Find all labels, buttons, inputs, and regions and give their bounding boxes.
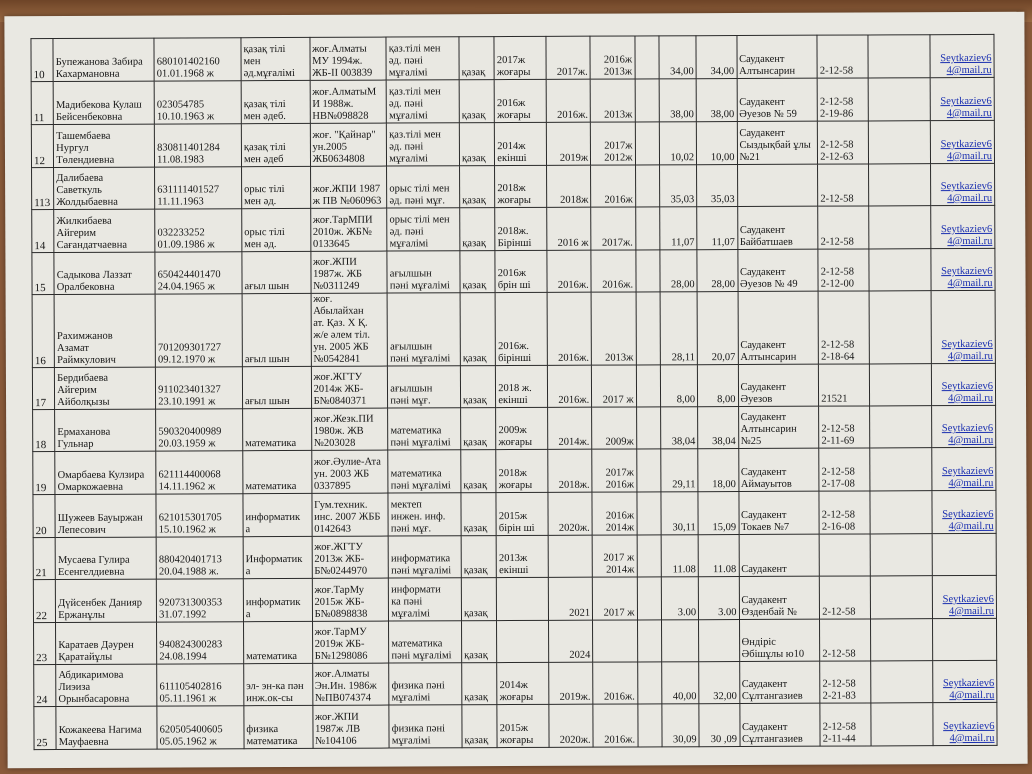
iin-birthdate-cell: 620505400605 05.05.1962 ж: [157, 706, 244, 749]
iin-birthdate-cell: 023054785 10.10.1963 ж: [154, 81, 241, 124]
phone-cell: [819, 534, 870, 576]
course-year-cell: 2017ж.: [591, 207, 636, 250]
table-row: [33, 405, 996, 451]
school-cell: [737, 164, 818, 206]
hours-actual-cell: 30 ,09: [699, 704, 740, 747]
subject-cell: математика: [243, 450, 312, 493]
table-row: [34, 618, 997, 664]
table-row: [33, 447, 996, 494]
language-cell: қазақ: [461, 621, 497, 663]
category-year-cell: [548, 535, 593, 577]
school-cell: Саудакент Әуезов № 49: [737, 249, 818, 291]
blank-cell: [637, 662, 661, 704]
hours-cell: 38,00: [659, 79, 697, 122]
table-row: [33, 575, 996, 622]
phone-cell: 2-12-58 2-11-44: [820, 703, 871, 746]
subject-cell: ағыл шын: [242, 366, 311, 408]
hours-cell: 28,00: [660, 250, 698, 292]
hours-actual-cell: 28,00: [697, 250, 738, 292]
table-row: [34, 702, 997, 749]
subject-cell: ағыл шын: [242, 251, 311, 293]
name-cell: Шужеев Бауыржан Лепесович: [55, 494, 156, 537]
specialty-cell: физика пәні мұғалімі: [389, 663, 462, 705]
table-row: [31, 77, 994, 124]
hours-cell: 30,11: [661, 492, 699, 535]
blank-cell: [637, 620, 661, 662]
language-cell: қазақ: [462, 705, 498, 748]
row-number-cell: 12: [31, 125, 53, 168]
email-cell[interactable]: Seytkaziev6 4@mail.ru: [931, 163, 995, 205]
hours-actual-cell: 38,00: [696, 79, 737, 122]
phone-cell: 2-12-58 2-18-64: [818, 291, 869, 364]
iin-birthdate-cell: 880420401713 20.04.1988 ж.: [156, 537, 243, 579]
subject-cell: математика: [243, 408, 312, 450]
hours-actual-cell: [699, 620, 740, 662]
category-cell: 2018ж жоғары: [496, 449, 548, 492]
school-cell: Саудакент Сыздықбай ұлы №21: [737, 121, 818, 164]
course-year-cell: 2013ж: [591, 292, 636, 365]
category-year-cell: 2019ж: [546, 122, 591, 165]
course-year-cell: 2016ж: [591, 165, 636, 207]
blank-cell: [637, 535, 661, 577]
iin-birthdate-cell: 032233252 01.09.1986 ж: [155, 209, 242, 252]
category-year-cell: 2018ж.: [548, 449, 593, 492]
category-cell: 2018ж жоғары: [495, 165, 547, 207]
category-year-cell: 2016ж.: [547, 250, 592, 292]
hours-cell: 28,11: [660, 292, 698, 365]
language-cell: қазақ: [459, 80, 495, 123]
category-cell: 2015ж жоғары: [497, 704, 549, 747]
table-row: [34, 660, 997, 706]
blank-cell: [635, 36, 659, 79]
category-cell: 2016ж. бірінші: [495, 292, 547, 365]
iin-birthdate-cell: 621015301705 15.10.1962 ж: [156, 494, 243, 537]
iin-birthdate-cell: 621114400068 14.11.1962 ж: [156, 451, 243, 494]
extra-cell: [871, 703, 934, 746]
school-cell: Саудакент Сұлтангазиев: [739, 703, 820, 746]
row-number-cell: 14: [32, 210, 54, 253]
table-row: [31, 34, 994, 81]
course-year-cell: 2017 ж 2014ж: [592, 535, 637, 577]
iin-birthdate-cell: 631111401527 11.11.1963: [155, 167, 242, 209]
specialty-cell: физика пәні мұғалімі: [389, 705, 462, 748]
hours-cell: 10,02: [659, 122, 697, 165]
hours-cell: 34,00: [659, 36, 697, 79]
blank-cell: [637, 492, 661, 535]
education-cell: жоғ.Жезк.ПИ 1980ж. ЖВ №203028: [311, 408, 388, 450]
hours-actual-cell: 15,09: [698, 492, 739, 535]
school-cell: Саудакент Алтынсарин: [736, 35, 817, 78]
name-cell: Далибаева Саветкуль Жолдыбаевна: [54, 167, 155, 209]
name-cell: Дүйсенбек Данияр Ержанұлы: [56, 579, 157, 622]
iin-birthdate-cell: 830811401284 11.08.1983: [154, 124, 241, 167]
row-number-cell: 24: [34, 665, 56, 707]
iin-birthdate-cell: 611105402816 05.11.1961 ж: [157, 664, 244, 706]
iin-birthdate-cell: 680101402160 01.01.1968 ж: [154, 38, 241, 81]
extra-cell: [868, 35, 931, 78]
phone-cell: 2-12-58 2-17-08: [819, 448, 870, 491]
extra-cell: [870, 619, 933, 661]
course-year-cell: 2017ж 2016ж: [592, 449, 637, 492]
row-number-cell: 113: [32, 168, 54, 210]
phone-cell: 2-12-58 2-12-00: [818, 249, 869, 291]
category-year-cell: 2017ж.: [546, 36, 591, 79]
specialty-cell: ағылшын пәні мұғалімі: [387, 251, 460, 293]
row-number-cell: 19: [33, 452, 55, 495]
language-cell: қазақ: [461, 493, 497, 536]
blank-cell: [636, 292, 661, 365]
name-cell: Омарбаева Кулзира Омаркожаевна: [55, 451, 156, 494]
specialty-cell: орыс тілі мен әд. пәні мұғалімі: [387, 208, 460, 251]
education-cell: жоғ.Әулие-Ата ун. 2003 ЖБ 0337895: [311, 450, 388, 493]
hours-actual-cell: 11,07: [697, 207, 738, 250]
specialty-cell: мектеп инжен. инф. пәні мұғ.: [388, 493, 461, 536]
category-year-cell: 2020ж.: [548, 492, 593, 535]
phone-cell: 2-12-58: [820, 619, 871, 661]
language-cell: қазақ: [461, 578, 497, 621]
subject-cell: математика: [243, 621, 312, 663]
email-cell[interactable]: Seytkaziev6 4@mail.ru: [932, 363, 996, 405]
course-year-cell: 2017 ж: [592, 577, 637, 620]
row-number-cell: 20: [33, 495, 55, 538]
iin-birthdate-cell: 911023401327 23.10.1991 ж: [156, 367, 243, 409]
school-cell: Саудакент Әуезов № 59: [737, 78, 818, 121]
row-number-cell: 11: [31, 82, 53, 125]
category-cell: [497, 620, 549, 662]
subject-cell: қазақ тілі мен әдеб: [241, 123, 310, 166]
specialty-cell: қаз.тілі мен әд. пәні мұғалімі: [386, 37, 459, 80]
row-number-cell: 17: [32, 368, 54, 410]
category-year-cell: 2019ж.: [548, 662, 593, 704]
hours-actual-cell: 32,00: [699, 662, 740, 704]
course-year-cell: 2016ж.: [593, 662, 638, 704]
document-page: [4, 12, 1027, 768]
language-cell: қазақ: [459, 166, 495, 208]
iin-birthdate-cell: 920731300353 31.07.1992: [156, 579, 243, 622]
specialty-cell: информати ка пәні мұғалімі: [389, 578, 462, 621]
name-cell: Абдикаримова Лиэиза Орынбасаровна: [56, 664, 157, 706]
education-cell: жоғ.ЖПИ 1987ж ЛВ №104106: [312, 705, 389, 748]
table-row: [32, 205, 995, 252]
education-cell: жоғ.Алматы Эн.Ин. 1986ж №ПВ074374: [312, 663, 389, 705]
name-cell: Бупежанова Забира Кахармановна: [53, 38, 154, 81]
course-year-cell: 2017ж 2012ж: [590, 122, 635, 165]
education-cell: жоғ.ЖПИ 1987 ж ПВ №060963: [310, 166, 387, 208]
specialty-cell: ағылшын пәні мұғалімі: [387, 293, 460, 366]
hours-cell: [661, 620, 699, 662]
language-cell: қазақ: [460, 208, 496, 251]
hours-actual-cell: 35,03: [697, 165, 738, 207]
category-cell: 2015ж бірін ші: [496, 492, 548, 535]
email-cell[interactable]: Seytkaziev6 4@mail.ru: [930, 77, 994, 120]
row-number-cell: 18: [33, 410, 55, 452]
phone-cell: 21521: [819, 364, 870, 406]
hours-actual-cell: 8,00: [698, 365, 739, 407]
hours-cell: 30,09: [662, 704, 700, 747]
course-year-cell: 2016ж.: [593, 704, 638, 747]
subject-cell: эл- эн-ка пән инж.ок-сы: [244, 663, 313, 705]
category-cell: 2016ж брін ші: [495, 250, 547, 292]
blank-cell: [635, 79, 659, 122]
course-year-cell: 2016ж.: [591, 250, 636, 292]
row-number-cell: 15: [32, 253, 54, 295]
category-cell: 2018 ж. екінші: [496, 365, 548, 407]
category-year-cell: 2016ж.: [547, 292, 592, 365]
language-cell: қазақ: [462, 663, 498, 705]
school-cell: Саудакент Токаев №7: [738, 491, 819, 534]
specialty-cell: қаз.тілі мен әд. пәні мұғалімі: [386, 80, 459, 123]
category-cell: [497, 577, 549, 620]
hours-actual-cell: 38,04: [698, 407, 739, 449]
subject-cell: физика математика: [244, 705, 313, 748]
name-cell: Мадибекова Кулаш Бейсенбековна: [53, 81, 154, 124]
blank-cell: [635, 165, 659, 207]
iin-birthdate-cell: 701209301727 09.12.1970 ж: [155, 294, 242, 367]
row-number-cell: 16: [32, 295, 55, 368]
subject-cell: ағыл шын: [242, 293, 311, 366]
category-cell: 2014ж екінші: [495, 122, 547, 165]
extra-cell: [870, 491, 933, 534]
specialty-cell: математика пәні мұғалімі: [388, 450, 461, 493]
email-cell[interactable]: [933, 618, 997, 660]
email-cell[interactable]: Seytkaziev6 4@mail.ru: [933, 702, 997, 745]
phone-cell: 2-12-58: [820, 576, 871, 619]
education-cell: жоғ.ЖГТУ 2013ж ЖБ- Б№0244970: [312, 536, 389, 578]
email-cell[interactable]: Seytkaziev6 4@mail.ru: [932, 490, 996, 533]
school-cell: Саудакент Байбатшаев: [737, 206, 818, 249]
row-number-cell: 10: [31, 39, 53, 82]
extra-cell: [869, 364, 932, 406]
table-row: [33, 490, 996, 537]
specialty-cell: информатика пәні мұғалімі: [388, 536, 461, 578]
hours-cell: 35,03: [659, 165, 697, 207]
education-cell: жоғ.ТарМПИ 2010ж. ЖБ№ 0133645: [310, 208, 387, 251]
hours-cell: 40,00: [661, 662, 699, 704]
school-cell: Саудакент Аймауытов: [738, 448, 819, 491]
school-cell: Саудакент Сұлтангазиев: [739, 661, 820, 703]
hours-cell: 11.08: [661, 535, 699, 577]
language-cell: қазақ: [461, 450, 497, 493]
category-year-cell: 2018ж: [546, 165, 591, 207]
row-number-cell: 22: [33, 580, 55, 623]
hours-cell: 29,11: [661, 449, 699, 492]
subject-cell: орыс тілі мен әд.: [242, 208, 311, 251]
email-cell[interactable]: Seytkaziev6 4@mail.ru: [931, 205, 995, 248]
course-year-cell: 2016ж 2014ж: [592, 492, 637, 535]
hours-actual-cell: 34,00: [696, 36, 737, 79]
iin-birthdate-cell: 940824300283 24.08.1994: [157, 622, 244, 664]
phone-cell: 2-12-58: [818, 164, 869, 206]
hours-actual-cell: 11.08: [698, 535, 739, 577]
education-cell: жоғ.ЖГТУ 2014ж ЖБ- Б№0840371: [311, 366, 388, 408]
hours-cell: 3.00: [661, 577, 699, 620]
category-year-cell: 2021: [548, 577, 593, 620]
extra-cell: [870, 661, 933, 703]
hours-actual-cell: 3.00: [698, 577, 739, 620]
name-cell: Бердибаева Айгерим Айболқызы: [55, 367, 156, 409]
phone-cell: 2-12-58: [817, 35, 868, 78]
subject-cell: қазақ тілі мен әдеб.: [241, 80, 310, 123]
name-cell: Рахимжанов Азамат Раймкулович: [54, 294, 155, 367]
category-year-cell: 2020ж.: [549, 704, 594, 747]
category-year-cell: 2016ж.: [546, 79, 591, 122]
category-year-cell: 2016 ж: [546, 207, 591, 250]
language-cell: қазақ: [461, 536, 497, 578]
email-cell[interactable]: Seytkaziev6 4@mail.ru: [933, 660, 997, 702]
phone-cell: 2-12-58 2-12-63: [818, 121, 869, 164]
specialty-cell: қаз.тілі мен әд. пәні мұғалімі: [387, 123, 460, 166]
blank-cell: [636, 407, 660, 449]
extra-cell: [870, 534, 933, 576]
education-cell: жоғ. Абылайхан ат. Қаз. Х Қ. ж/е әлем тіл. ун. 2005 ЖБ №0542841: [311, 293, 388, 366]
blank-cell: [635, 122, 659, 165]
education-cell: жоғ. "Қайнар" ун.2005 ЖБ0634808: [310, 123, 387, 166]
education-cell: жоғ.ТарМУ 2019ж ЖБ- Б№1298086: [312, 621, 389, 663]
email-cell[interactable]: Seytkaziev6 4@mail.ru: [933, 575, 997, 618]
name-cell: Кожакеева Нагима Мауфаевна: [56, 706, 157, 749]
name-cell: Ермаханова Гульнар: [55, 409, 156, 451]
name-cell: Ташембаева Нургул Төлендиевна: [54, 124, 155, 167]
email-cell[interactable]: Seytkaziev6 4@mail.ru: [932, 447, 996, 490]
name-cell: Садыкова Лаззат Оралбековна: [54, 252, 155, 294]
category-cell: 2009ж жоғары: [496, 407, 548, 449]
course-year-cell: 2009ж: [592, 407, 637, 449]
hours-actual-cell: 18,00: [698, 449, 739, 492]
school-cell: Саудакент: [739, 534, 820, 576]
row-number-cell: 25: [34, 707, 56, 750]
blank-cell: [635, 250, 659, 292]
school-cell: Саудакент Әуезов: [738, 364, 819, 406]
blank-cell: [637, 577, 661, 620]
name-cell: Каратаев Дәурен Қаратайұлы: [56, 622, 157, 664]
category-cell: 2017ж жоғары: [494, 36, 546, 79]
school-cell: Өндіріс Әбішұлы ю10: [739, 619, 820, 661]
hours-cell: 38,04: [660, 407, 698, 449]
iin-birthdate-cell: 650424401470 24.04.1965 ж: [155, 252, 242, 294]
language-cell: қазақ: [460, 366, 496, 408]
specialty-cell: орыс тілі мен әд. пәні мұғ.: [387, 166, 460, 208]
language-cell: қазақ: [460, 251, 496, 293]
language-cell: қазақ: [461, 408, 497, 450]
subject-cell: информатик а: [243, 578, 312, 621]
education-cell: жоғ.ТарМу 2015ж ЖБ- Б№0898838: [312, 578, 389, 621]
subject-cell: Информатик а: [243, 536, 312, 578]
table-row: [31, 120, 994, 167]
table-row: [32, 248, 995, 294]
phone-cell: 2-12-58 2-19-86: [817, 78, 868, 121]
row-number-cell: 23: [34, 623, 56, 665]
hours-actual-cell: 10,00: [696, 122, 737, 165]
row-number-cell: 21: [33, 538, 55, 580]
education-cell: жоғ.ЖПИ 1987ж. ЖБ №0311249: [310, 251, 387, 293]
blank-cell: [636, 365, 660, 407]
course-year-cell: 2013ж: [590, 79, 635, 122]
education-cell: жоғ.Алматы МУ 1994ж. ЖБ-ІІ 003839: [310, 37, 387, 80]
table-row: [33, 533, 996, 579]
phone-cell: 2-12-58 2-11-69: [819, 406, 870, 448]
specialty-cell: ағылшын пәні мұғ.: [388, 366, 461, 408]
language-cell: қазақ: [459, 37, 495, 80]
email-cell[interactable]: Seytkaziev6 4@mail.ru: [932, 405, 996, 447]
education-cell: Гум.техник. инс. 2007 ЖББ 0142643: [312, 493, 389, 536]
extra-cell: [869, 291, 932, 364]
subject-cell: орыс тілі мен әд.: [241, 166, 310, 208]
language-cell: қазақ: [460, 293, 496, 366]
table-body: [31, 34, 997, 749]
table-row: [32, 163, 995, 209]
subject-cell: қазақ тілі мен әд.мұғалімі: [241, 37, 310, 80]
name-cell: Жилкибаева Айгерим Сағандатчаевна: [54, 209, 155, 252]
school-cell: Саудакент Алтынсарин №25: [738, 406, 819, 448]
blank-cell: [635, 207, 659, 250]
category-cell: 2013ж екінші: [496, 535, 548, 577]
extra-cell: [869, 249, 932, 291]
email-cell[interactable]: Seytkaziev6 4@mail.ru: [931, 120, 995, 163]
name-cell: Мусаева Гулира Есенгелдиевна: [55, 537, 156, 579]
extra-cell: [870, 576, 933, 619]
education-cell: жоғ.АлматыМ И 1988ж. НВ№098828: [310, 80, 387, 123]
course-year-cell: 2016ж 2013ж: [590, 36, 635, 79]
phone-cell: 2-12-58 2-16-08: [819, 491, 870, 534]
category-cell: 2018ж. Бірінші: [495, 207, 547, 250]
email-cell[interactable]: Seytkaziev6 4@mail.ru: [931, 248, 995, 290]
language-cell: қазақ: [459, 123, 495, 166]
iin-birthdate-cell: 590320400989 20.03.1959 ж: [156, 409, 243, 451]
phone-cell: 2-12-58 2-21-83: [820, 661, 871, 703]
extra-cell: [868, 121, 931, 164]
course-year-cell: 2017 ж: [592, 365, 637, 407]
category-year-cell: 2014ж.: [547, 407, 592, 449]
category-cell: 2014ж жоғары: [497, 662, 549, 704]
school-cell: Саудакент Өзденбай №: [739, 576, 820, 619]
extra-cell: [868, 78, 931, 121]
category-year-cell: 2016ж.: [547, 365, 592, 407]
blank-cell: [636, 449, 660, 492]
email-cell[interactable]: Seytkaziev6 4@mail.ru: [930, 34, 994, 77]
specialty-cell: математика пәні мұғалімі: [388, 408, 461, 450]
phone-cell: 2-12-58: [818, 206, 869, 249]
table-row: [32, 290, 995, 367]
extra-cell: [869, 406, 932, 448]
hours-cell: 8,00: [660, 365, 698, 407]
extra-cell: [869, 448, 932, 491]
hours-actual-cell: 20,07: [697, 292, 738, 365]
school-cell: Саудакент Алтынсарин: [738, 291, 819, 364]
email-cell[interactable]: [932, 533, 996, 575]
teacher-table: [30, 34, 997, 750]
table-row: [32, 363, 995, 409]
course-year-cell: [593, 620, 638, 662]
blank-cell: [637, 704, 661, 747]
category-year-cell: 2024: [548, 620, 593, 662]
extra-cell: [868, 164, 931, 206]
extra-cell: [868, 206, 931, 249]
hours-cell: 11,07: [659, 207, 697, 250]
category-cell: 2016ж жоғары: [494, 79, 546, 122]
email-cell[interactable]: Seytkaziev6 4@mail.ru: [931, 290, 995, 363]
specialty-cell: математика пәні мұғалімі: [389, 621, 462, 663]
subject-cell: информатик а: [243, 493, 312, 536]
